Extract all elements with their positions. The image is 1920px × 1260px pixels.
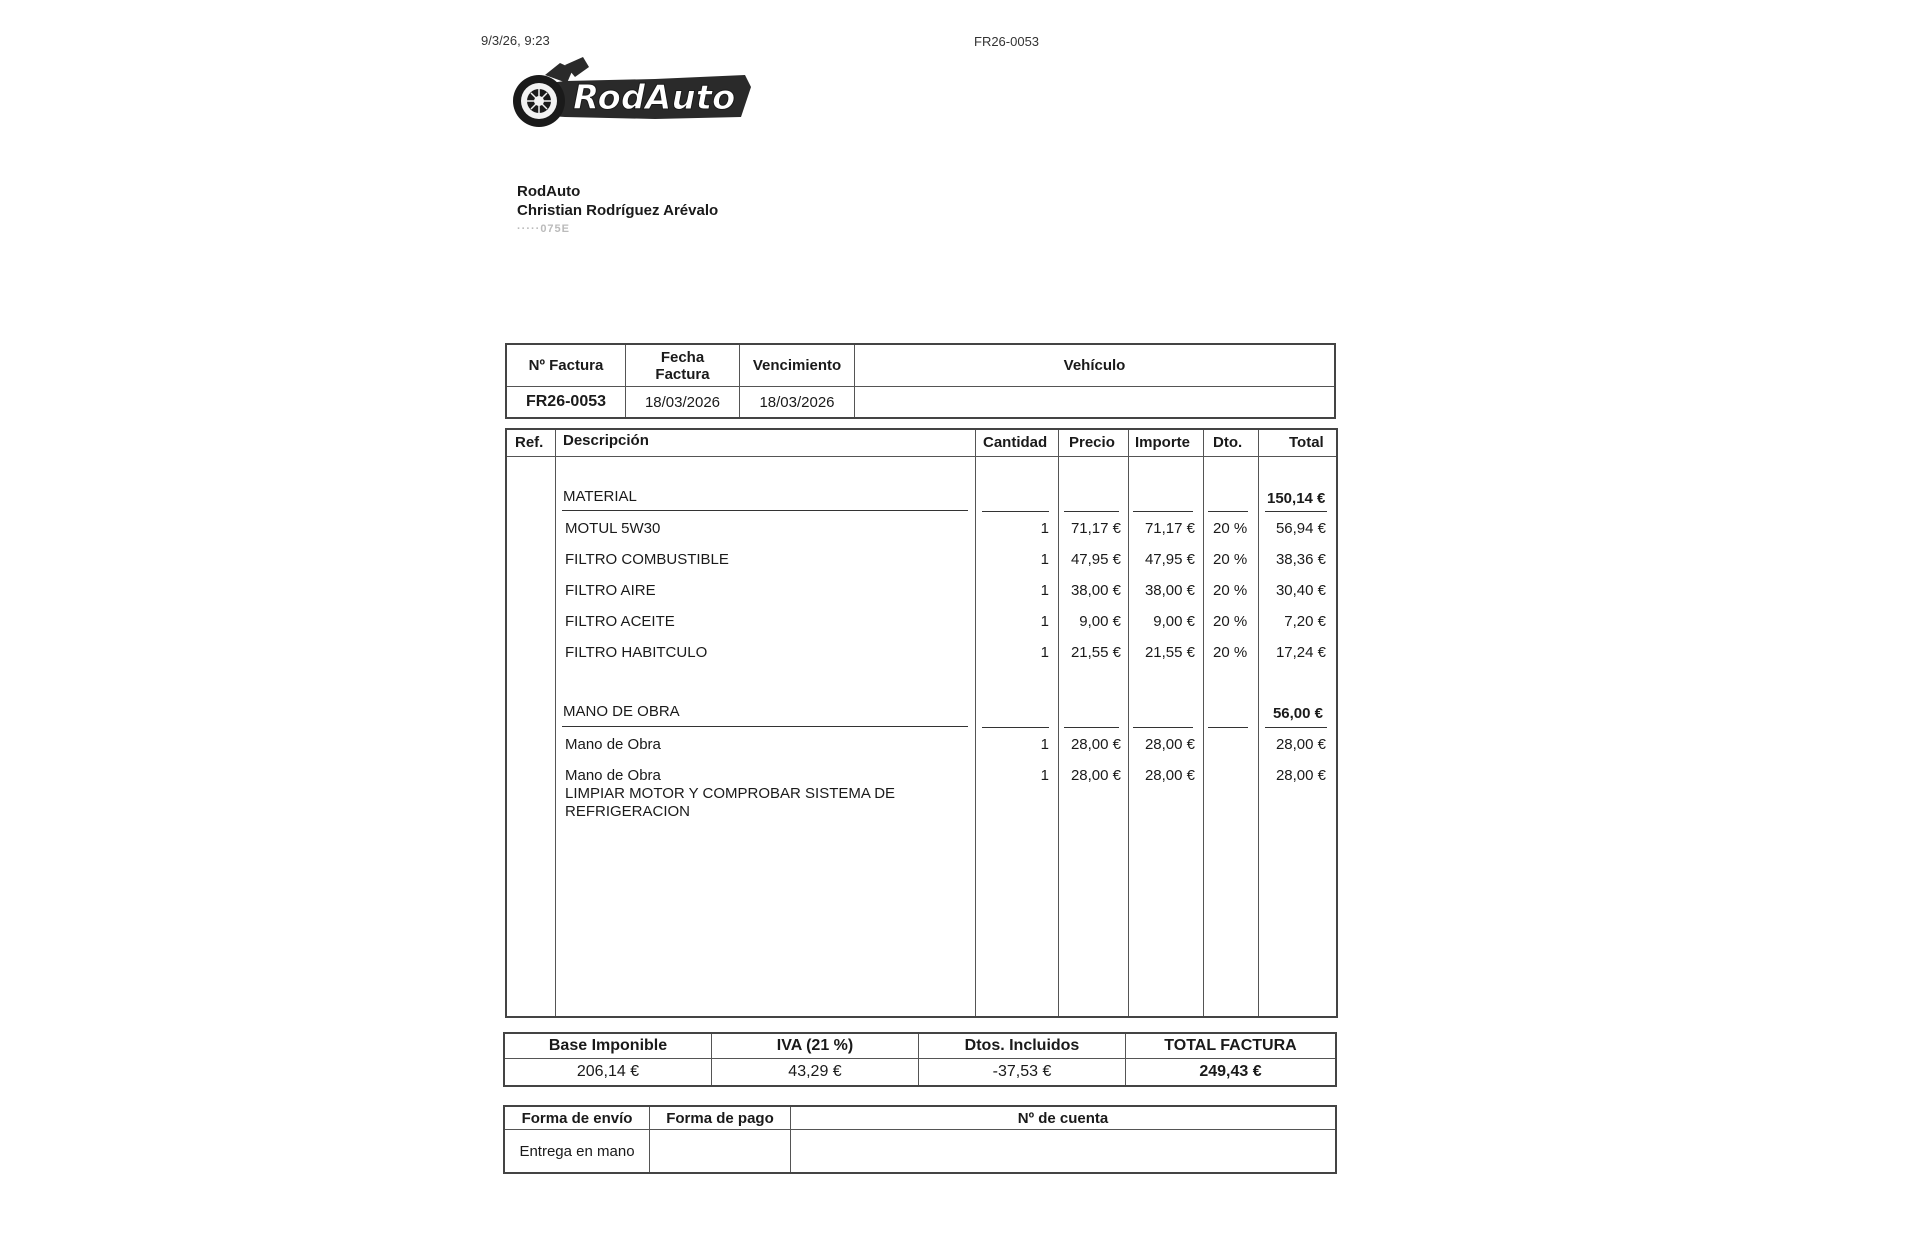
base-amount: 206,14 €	[504, 1059, 712, 1087]
header-due-date: Vencimiento	[740, 344, 855, 387]
col-amount: Importe	[1135, 434, 1191, 451]
header-account: Nº de cuenta	[791, 1106, 1337, 1130]
company-owner: Christian Rodríguez Arévalo	[517, 202, 719, 219]
logo-text: RodAuto	[573, 78, 736, 118]
col-price: Precio	[1069, 434, 1115, 451]
invoice-number: FR26-0053	[506, 387, 626, 419]
header-invoice-date: Fecha Factura	[626, 344, 740, 387]
header-total-invoice: TOTAL FACTURA	[1126, 1033, 1337, 1059]
invoice-due-date: 18/03/2026	[740, 387, 855, 419]
account-number	[791, 1130, 1337, 1174]
totals-table	[503, 1032, 1337, 1087]
company-block	[517, 182, 718, 239]
company-name: RodAuto	[517, 183, 581, 200]
col-total: Total	[1289, 434, 1324, 451]
rodauto-logo	[505, 55, 755, 135]
invoice-date: 18/03/2026	[626, 387, 740, 419]
header-invoice-number: Nº Factura	[506, 344, 626, 387]
header-base: Base Imponible	[504, 1033, 712, 1059]
header-iva: IVA (21 %)	[712, 1033, 919, 1059]
payment-method	[650, 1130, 791, 1174]
col-description: Descripción	[563, 432, 649, 449]
col-quantity: Cantidad	[983, 434, 1048, 451]
col-ref: Ref.	[515, 434, 544, 451]
company-tax-id: ·····075E	[517, 223, 571, 235]
header-discounts: Dtos. Incluidos	[919, 1033, 1126, 1059]
line-items-table: Ref. Descripción Cantidad Precio Importe Dto. Total MATERIAL 150,14 € MOTUL 5W30 1 71,17 € 71,17 € 20 % 56,94 € FILTRO COMBUSTIBLE 1 47,95 € 47,95 € 20 % 38,36 € FILTRO AIRE 1 38,00 € 38,00 € 20 % 30,40 € FILTRO ACEITE 1 9,00 € 9,00 € 20 % 7,20 € FILTRO HABITCULO 1 21,55 € 21,55 € 20 % 17,24 € MANO DE OBRA 56,00 € Mano de Obra 1 28,00 € 28,00 € 28,00 € Mano de Obra 1 28,00 € 28,00 € 28,00 € LIMPIAR MOTOR Y COMPROBAR SISTEMA DE REFRIGERACION	[505, 428, 1338, 1018]
payment-table	[503, 1105, 1337, 1174]
shipping-method: Entrega en mano	[504, 1130, 650, 1174]
invoice-vehicle	[855, 387, 1336, 419]
invoice-info-table	[505, 343, 1336, 419]
header-payment-method: Forma de pago	[650, 1106, 791, 1130]
total-invoice-amount: 249,43 €	[1126, 1059, 1337, 1087]
header-vehicle: Vehículo	[855, 344, 1336, 387]
print-timestamp: 9/3/26, 9:23	[481, 33, 550, 48]
header-shipping: Forma de envío	[504, 1106, 650, 1130]
col-discount: Dto.	[1213, 434, 1243, 451]
discounts-amount: -37,53 €	[919, 1059, 1126, 1087]
header-doc-id: FR26-0053	[974, 34, 1040, 49]
iva-amount: 43,29 €	[712, 1059, 919, 1087]
